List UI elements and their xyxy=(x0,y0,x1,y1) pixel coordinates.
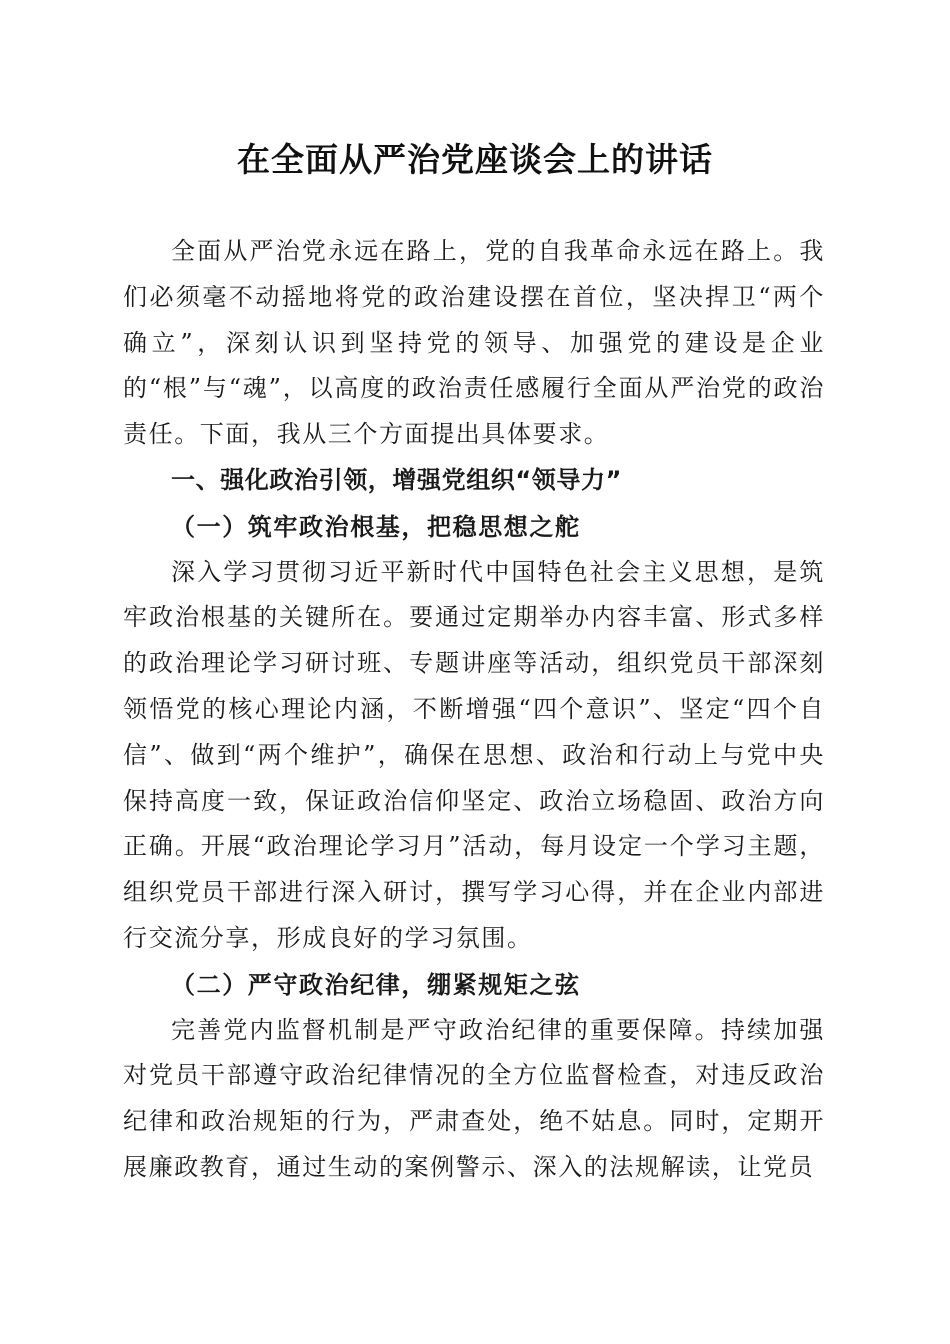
intro-paragraph: 全面从严治党永远在路上，党的自我革命永远在路上。我们必须毫不动摇地将党的政治建设摆在首位，坚决捍卫“两个确立”，深刻认识到坚持党的领导、加强党的建设是企业的“根”与“魂”，以高度的政治责任感履行全面从严治党的政治责任。下面，我从三个方面提出具体要求。 xyxy=(123,237,825,449)
section-1-heading: 一、强化政治引领，增强党组织“领导力” xyxy=(171,465,622,494)
subsection-1-paragraph: 深入学习贯彻习近平新时代中国特色社会主义思想，是筑牢政治根基的关键所在。要通过定期举办内容丰富、形式多样的政治理论学习研讨班、专题讲座等活动，组织党员干部深刻领悟党的核心理论内涵，不断增强“四个意识”、坚定“四个自信”、做到“两个维护”，确保在思想、政治和行动上与党中央保持高度一致，保证政治信仰坚定、政治立场稳固、政治方向正确。开展“政治理论学习月”活动，每月设定一个学习主题，组织党员干部进行深入研讨，撰写学习心得，并在企业内部进行交流分享，形成良好的学习氛围。 xyxy=(123,557,825,952)
subsection-1-heading: （一）筑牢政治根基，把稳思想之舵 xyxy=(171,511,581,541)
document-body xyxy=(123,229,825,1191)
document-title: 在全面从严治党座谈会上的讲话 xyxy=(237,140,713,179)
subsection-2-heading: （二）严守政治纪律，绷紧规矩之弦 xyxy=(171,969,581,999)
subsection-2-paragraph: 完善党内监督机制是严守政治纪律的重要保障。持续加强对党员干部遵守政治纪律情况的全方位监督检查，对违反政治纪律和政治规矩的行为，严肃查处，绝不姑息。同时，定期开展廉政教育，通过生动的案例警示、深入的法规解读，让党员 xyxy=(123,1015,825,1181)
